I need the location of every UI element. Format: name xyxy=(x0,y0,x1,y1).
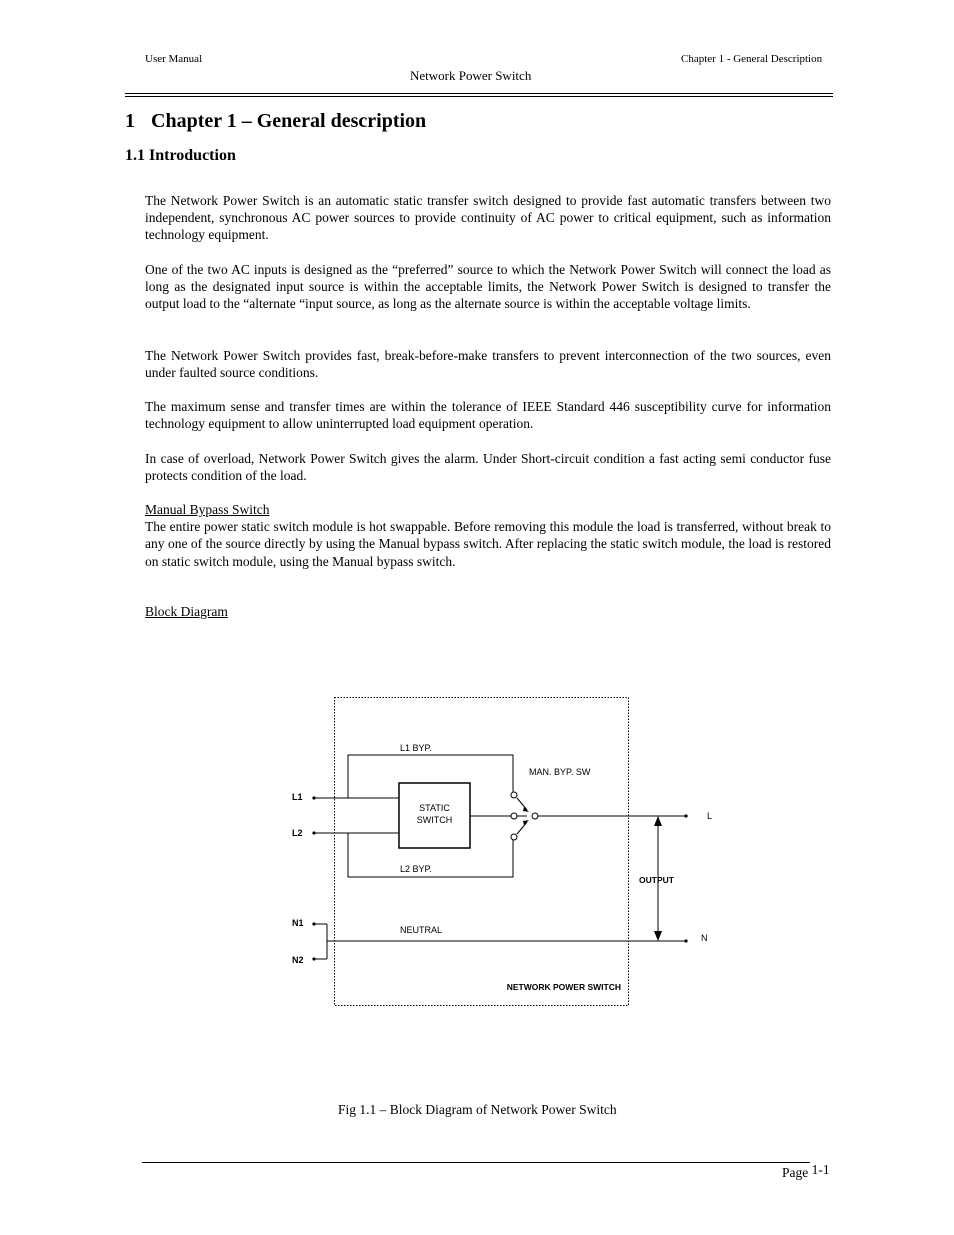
label-l1: L1 xyxy=(292,792,303,802)
label-l2-byp: L2 BYP. xyxy=(400,864,432,874)
man-byp-common-contact xyxy=(532,813,538,819)
chapter-number: 1 xyxy=(125,110,135,132)
block-diagram-heading: Block Diagram xyxy=(145,604,228,619)
output-n-terminal xyxy=(684,939,687,942)
label-l1-byp: L1 BYP. xyxy=(400,743,432,753)
label-output: OUTPUT xyxy=(639,875,674,885)
man-byp-blade-1 xyxy=(517,798,527,810)
chapter-title: Chapter 1 – General description xyxy=(151,110,427,132)
label-neutral: NEUTRAL xyxy=(400,925,443,935)
output-arrow-head-bottom xyxy=(654,931,662,941)
page-label: Page xyxy=(782,1165,809,1180)
label-man-byp-sw: MAN. BYP. SW xyxy=(529,767,591,777)
paragraph-1: The Network Power Switch is an automatic static transfer switch designed to provide fast automatic transfers between two independent, synchronous AC power sources to provide continuity of AC power to critical equipment, such as information technology equipment. xyxy=(145,193,831,243)
output-l-terminal xyxy=(684,814,687,817)
figure-caption: Fig 1.1 – Block Diagram of Network Power Switch xyxy=(338,1102,617,1117)
section-heading: 1.1 Introduction xyxy=(125,147,236,164)
l1-terminal xyxy=(312,796,315,799)
header-rule-double xyxy=(125,96,833,97)
label-out-n: N xyxy=(701,933,708,943)
n1-terminal xyxy=(312,922,315,925)
paragraph-5: In case of overload, Network Power Switch gives the alarm. Under Short-circuit condition a fast acting semi conductor fuse protects condition of the load. xyxy=(145,451,831,484)
man-byp-arrow-2 xyxy=(523,820,529,825)
header-title: Network Power Switch xyxy=(410,68,532,83)
man-byp-contact-static xyxy=(511,813,517,819)
bypass-section xyxy=(145,501,831,570)
chapter-heading xyxy=(125,110,426,133)
bypass-text: The entire power static switch module is hot swappable. Before removing this module the load is transferred, without break to any one of the source directly by using the Manual bypass switch. After replacing the static switch module, the load is restored on static switch module, using the Manual bypass switch. xyxy=(145,519,831,569)
l2-terminal xyxy=(312,831,315,834)
man-byp-arrow-1 xyxy=(523,807,529,812)
block-diagram xyxy=(280,690,740,1015)
label-l2: L2 xyxy=(292,828,303,838)
man-byp-blade-3 xyxy=(517,822,527,834)
network-power-switch-box xyxy=(335,698,629,1006)
page-number: 1-1 xyxy=(811,1162,830,1177)
n2-terminal xyxy=(312,957,315,960)
man-byp-contact-l1 xyxy=(511,792,517,798)
bypass-heading: Manual Bypass Switch xyxy=(145,502,270,517)
man-byp-contact-l2 xyxy=(511,834,517,840)
label-switch: SWITCH xyxy=(416,815,453,825)
label-n2: N2 xyxy=(292,955,304,965)
header-rule xyxy=(125,93,833,94)
header-left: User Manual xyxy=(145,53,203,65)
label-static: STATIC xyxy=(419,803,450,813)
label-network-power-switch: NETWORK POWER SWITCH xyxy=(506,982,621,992)
label-n1: N1 xyxy=(292,918,304,928)
paragraph-3: The Network Power Switch provides fast, break-before-make transfers to prevent interconnection of the two sources, even under faulted source conditions. xyxy=(145,348,831,381)
paragraph-2: One of the two AC inputs is designed as the “preferred” source to which the Network Power Switch will connect the load as long as the designated input source is within the acceptable limits, the Network Power Switch is designed to transfer the output load to the “alternate “input source, as long as the alternate source is within the acceptable voltage limits. xyxy=(145,262,831,312)
header-right: Chapter 1 - General Description xyxy=(681,53,823,65)
footer-rule xyxy=(142,1162,810,1163)
output-arrow-head-top xyxy=(654,816,662,826)
label-out-l: L xyxy=(707,811,713,821)
paragraph-4: The maximum sense and transfer times are within the tolerance of IEEE Standard 446 susceptibility curve for information technology equipment to allow uninterrupted load equipment operation. xyxy=(145,399,831,432)
page-indicator xyxy=(782,1162,830,1181)
